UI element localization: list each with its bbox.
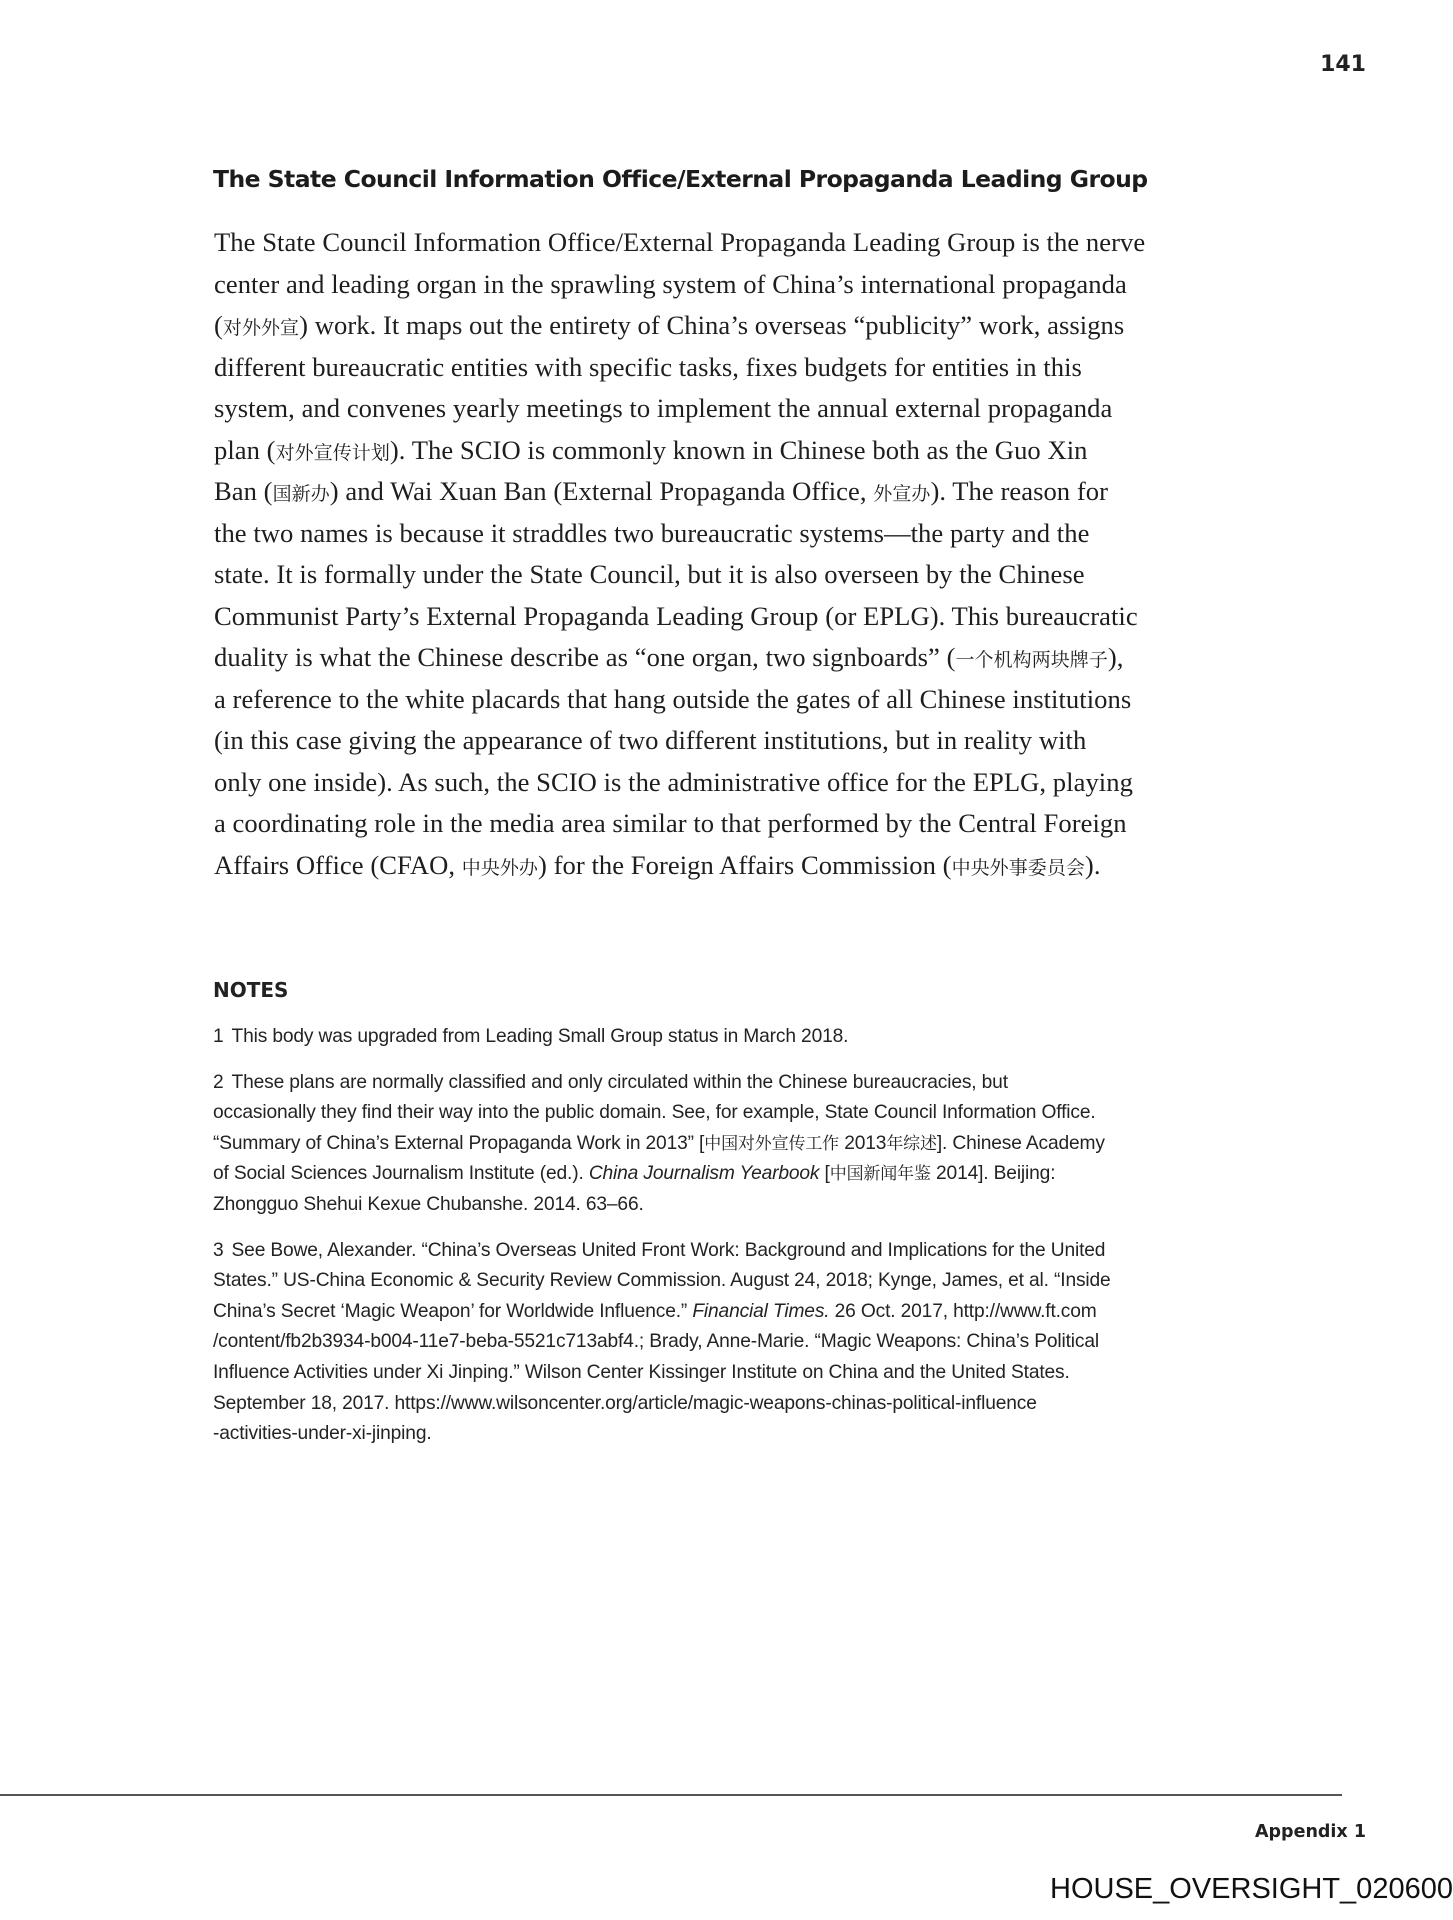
text-run: ). The SCIO is commonly known in Chinese both as the Guo Xin — [389, 434, 1088, 465]
text-run: September 18, 2017. https://www.wilsoncenter.org/article/magic-weapons-chinas-political-influence — [213, 1392, 1037, 1414]
text-run: a reference to the white placards that hang outside the gates of all Chinese institutions — [214, 683, 1132, 714]
body-line — [214, 513, 1214, 555]
text-run: system, and convenes yearly meetings to implement the annual external propaganda — [214, 393, 1113, 423]
footer-section-label: Appendix 1 — [1254, 1822, 1366, 1842]
body-line — [214, 845, 1214, 887]
note-line — [213, 1068, 1243, 1099]
text-run: Influence Activities under Xi Jinping.” Wilson Center Kissinger Institute on China and the United States. — [213, 1361, 1070, 1383]
chinese-term: 中国对外宣传工作 — [704, 1133, 840, 1154]
body-line — [214, 803, 1214, 845]
note-line — [213, 1236, 1243, 1267]
chinese-term: 国新办 — [272, 483, 330, 505]
note-line — [213, 1389, 1243, 1420]
body-line — [214, 762, 1214, 804]
note-line — [213, 1358, 1243, 1389]
note-line — [213, 1297, 1243, 1328]
body-paragraph — [214, 222, 1214, 886]
text-run: duality is what the Chinese describe as “one organ, two signboards” ( — [214, 642, 956, 672]
notes-title: NOTES — [213, 978, 289, 1002]
text-run: ) work. It maps out the entirety of China’s overseas “publicity” work, assigns — [299, 310, 1125, 340]
text-run: States.” US-China Economic & Security Review Commission. August 24, 2018; Kynge, James, et al. “Inside — [213, 1270, 1111, 1292]
text-run: of Social Sciences Journalism Institute (ed.). — [213, 1163, 589, 1185]
text-run: occasionally they find their way into the public domain. See, for example, State Council Information Office. — [213, 1102, 1096, 1124]
body-line — [214, 388, 1214, 430]
text-run: ]. Chinese Academy — [936, 1132, 1105, 1154]
text-run: state. It is formally under the State Council, but it is also overseen by the Chinese — [214, 559, 1085, 589]
text-run: 2013 — [839, 1132, 887, 1154]
notes-list — [213, 1022, 1243, 1465]
note-number: 1 — [213, 1026, 224, 1047]
note-line — [213, 1129, 1243, 1160]
text-run: Ban ( — [214, 476, 273, 506]
footer-rule — [0, 1794, 1342, 1796]
note-line — [213, 1419, 1243, 1450]
chinese-term: 外宣办 — [873, 483, 931, 505]
text-run: Communist Party’s External Propaganda Leading Group (or EPLG). This bureaucratic — [214, 600, 1138, 631]
note-item — [213, 1068, 1243, 1221]
note-line — [213, 1190, 1243, 1221]
body-line — [214, 347, 1214, 389]
text-run: a coordinating role in the media area similar to that performed by the Central Foreign — [214, 808, 1127, 838]
text-run: /content/fb2b3934-b004-11e7-beba-5521c713abf4.; Brady, Anne-Marie. “Magic Weapons: China’s Political — [213, 1331, 1099, 1353]
text-run: ( — [214, 310, 223, 340]
body-line — [214, 264, 1214, 306]
note-number: 2 — [213, 1071, 224, 1093]
note-item — [213, 1236, 1243, 1450]
body-line — [214, 679, 1214, 721]
text-run: -activities-under-xi-jinping. — [213, 1423, 432, 1445]
chinese-term: 年综述 — [886, 1133, 937, 1154]
chinese-term: 中央外事委员会 — [951, 856, 1085, 879]
text-run: ), — [1107, 642, 1124, 672]
note-number: 3 — [213, 1239, 224, 1261]
text-run: ) and Wai Xuan Ban (External Propaganda Office, — [329, 476, 874, 506]
text-run: center and leading organ in the sprawling system of China’s international propaganda — [214, 268, 1127, 299]
text-run: See Bowe, Alexander. “China’s Overseas United Front Work: Background and Implications for the United — [231, 1239, 1106, 1261]
body-line — [214, 596, 1214, 638]
text-run: Affairs Office (CFAO, — [214, 849, 462, 880]
body-line — [214, 637, 1214, 679]
note-line — [213, 1022, 1243, 1053]
text-run: Zhongguo Shehui Kexue Chubanshe. 2014. 63–66. — [213, 1193, 644, 1215]
chinese-term: 对外外宣 — [222, 317, 300, 339]
chinese-term: 中央外办 — [461, 856, 538, 879]
body-line — [214, 305, 1214, 347]
section-heading: The State Council Information Office/External Propaganda Leading Group — [213, 165, 1148, 193]
note-line — [213, 1327, 1243, 1358]
text-run: The State Council Information Office/External Propaganda Leading Group is the nerve — [214, 227, 1146, 257]
text-run: 2014]. Beijing: — [930, 1163, 1056, 1185]
page-number: 141 — [1320, 52, 1366, 77]
body-line — [214, 720, 1214, 762]
chinese-term: 中国新闻年鉴 — [829, 1164, 931, 1185]
text-run: [ — [819, 1163, 830, 1185]
text-run: ) for the Foreign Affairs Commission ( — [537, 849, 952, 880]
text-run: 26 Oct. 2017, http://www.ft.com — [829, 1300, 1097, 1322]
note-line — [213, 1266, 1243, 1297]
text-run: These plans are normally classified and only circulated within the Chinese bureaucracies, but — [231, 1071, 1008, 1093]
body-line — [214, 430, 1214, 472]
text-run: ). — [1084, 849, 1101, 880]
text-run: different bureaucratic entities with specific tasks, fixes budgets for entities in this — [214, 351, 1082, 382]
bates-stamp: HOUSE_OVERSIGHT_020600 — [1050, 1873, 1453, 1905]
text-run: the two names is because it straddles two bureaucratic systems—the party and the — [214, 517, 1090, 548]
chinese-term: 一个机构两块牌子 — [955, 649, 1108, 671]
chinese-term: 对外宣传计划 — [275, 441, 390, 464]
italic-title: China Journalism Yearbook — [588, 1163, 820, 1185]
text-run: ). The reason for — [930, 476, 1109, 506]
text-run: “Summary of China’s External Propaganda Work in 2013” [ — [213, 1132, 705, 1154]
text-run: This body was upgraded from Leading Small Group status in March 2018. — [231, 1026, 849, 1047]
text-run: only one inside). As such, the SCIO is the administrative office for the EPLG, playing — [214, 766, 1133, 797]
body-line — [214, 554, 1214, 596]
note-item — [213, 1022, 1243, 1053]
note-line — [213, 1098, 1243, 1129]
italic-title: Financial Times. — [692, 1300, 830, 1322]
text-run: plan ( — [214, 434, 276, 465]
note-line — [213, 1159, 1243, 1190]
text-run: (in this case giving the appearance of two different institutions, but in reality with — [214, 725, 1087, 755]
body-line — [214, 471, 1214, 513]
text-run: China’s Secret ‘Magic Weapon’ for Worldwide Influence.” — [213, 1300, 693, 1322]
body-line — [214, 222, 1214, 264]
